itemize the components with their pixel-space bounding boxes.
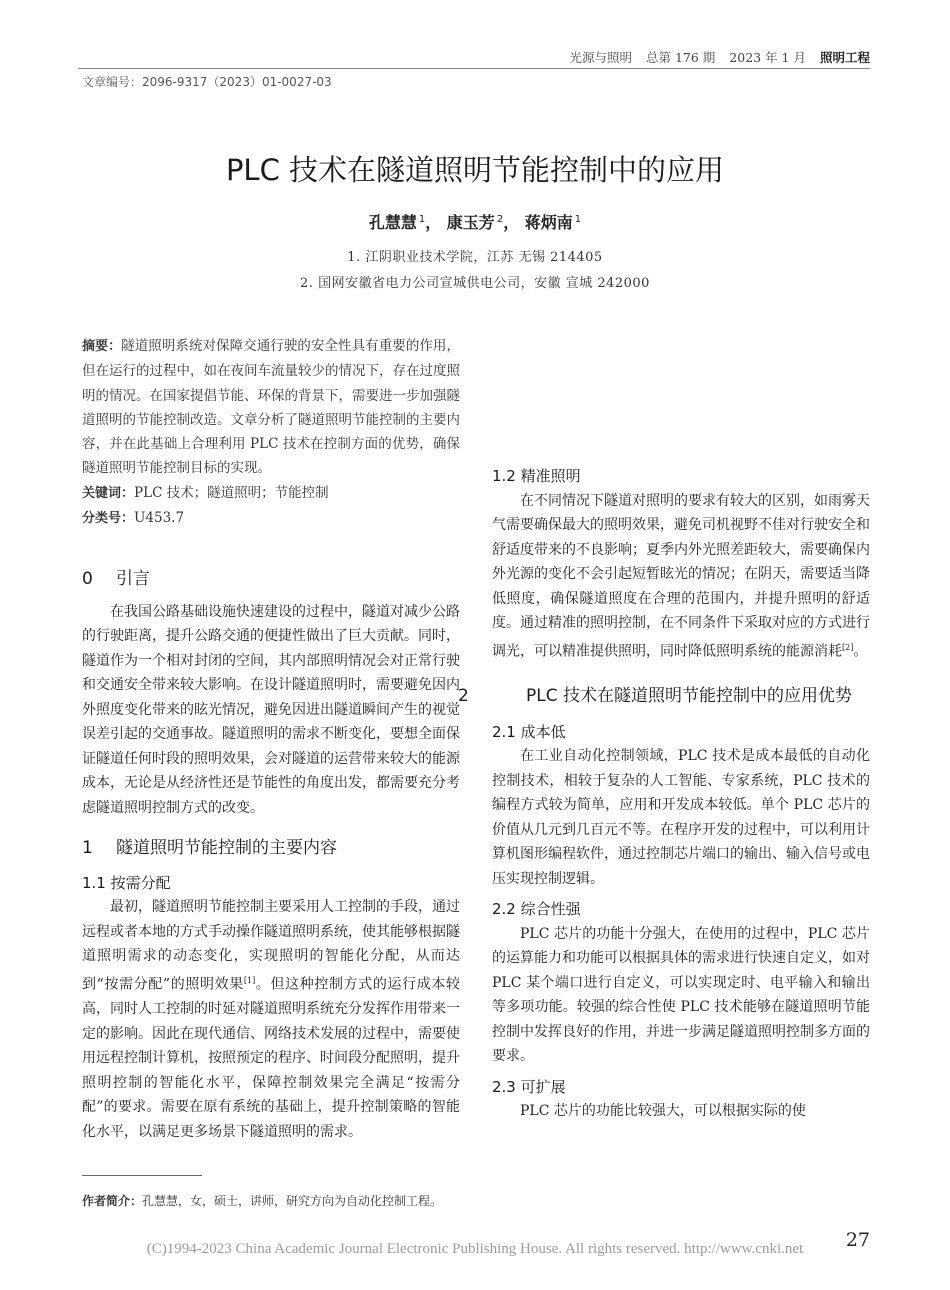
author-list	[0, 210, 950, 233]
affiliation-2: 2. 国网安徽省电力公司宣城供电公司，安徽 宣城 242000	[300, 276, 650, 291]
author-affil-mark: 1	[574, 213, 582, 225]
subsection-paragraph-2-2: PLC 芯片的功能十分强大，在使用的过程中，PLC 芯片的运算能力和功能可以根据具体的需求进行快速自定义，如对 PLC 某个端口进行自定义，可以实现定时、电平输入和输出等多项功能。较强的综合性使 PLC 技术能够在隧道照明节能控制中发挥良好的作用，并进一步满足隧道照明控制多方面的要求。	[492, 925, 870, 1065]
section-number: 0	[82, 569, 93, 590]
author-affil-mark: 2	[496, 213, 504, 225]
classification-text: U453.7	[134, 510, 185, 527]
footnote-label: 作者简介：	[82, 1194, 143, 1208]
paragraph-end: 。	[853, 643, 868, 660]
author-name: 蒋炳南	[524, 213, 573, 232]
subsection-heading-2-2: 2.2 综合性强	[492, 900, 581, 919]
journal-issue: 总第 176 期	[645, 50, 716, 65]
paragraph-text: 最初，隧道照明节能控制主要采用人工控制的手段，通过远程或者本地的方式手动操作隧道照明系统，使其能够根据隧道照明需求的动态变化，实现照明的智能化分配，从而达到“按需分配”的照明效果	[82, 899, 460, 993]
author-name: 孔慧慧	[368, 213, 417, 232]
section-title: PLC 技术在隧道照明节能控制中的应用优势	[526, 685, 852, 706]
section-heading-0	[82, 567, 460, 592]
section-number: 1	[82, 838, 93, 859]
section-heading-1	[82, 836, 460, 861]
page-number: 27	[845, 1229, 870, 1251]
subsection-heading-1-2: 1.2 精准照明	[492, 467, 581, 485]
abstract-label: 摘要：	[82, 339, 122, 354]
subsection-paragraph-1-1	[82, 895, 460, 1144]
abstract	[82, 334, 460, 481]
classification-label: 分类号：	[82, 511, 135, 527]
section-title: 引言	[116, 569, 150, 590]
header-divider	[78, 68, 870, 69]
author-bio-footnote	[82, 1192, 442, 1209]
journal-name: 光源与照明	[569, 50, 632, 65]
journal-date: 2023 年 1 月	[729, 50, 806, 65]
abstract-text: 隧道照明系统对保障交通行驶的安全性具有重要的作用，但在运行的过程中，如在夜间车流量较少的情况下，存在过度照明的情况。在国家提倡节能、环保的背景下，需要进一步加强隧道照明的节能控制改造。文章分析了隧道照明节能控制的主要内容，并在此基础上合理利用 PLC 技术在控制方面的优势，确保隧道照明节能控制目标的实现。	[82, 338, 460, 477]
section-heading-2	[458, 682, 870, 710]
section-name: 照明工程	[819, 50, 870, 65]
footnote-text: 孔慧慧，女，硕士，讲师，研究方向为自动化控制工程。	[142, 1194, 443, 1208]
author-name: 康玉芳	[446, 213, 495, 232]
classification	[82, 506, 460, 531]
left-column	[82, 334, 460, 1144]
paragraph-text-continued: 。但这种控制方式的运行成本较高，同时人工控制的时延对隧道照明系统充分发挥作用带来一定的影响。因此在现代通信、网络技术发展的过程中，需要使用远程控制计算机，按照预定的程序、时间段分配照明，提升照明控制的智能化水平，保障控制效果完全满足“按需分配”的要求。需要在原有系统的基础上，提升控制策略的智能化水平，以满足更多场景下隧道照明的需求。	[82, 976, 460, 1140]
footnote-divider	[82, 1175, 202, 1176]
section-number: 2	[458, 685, 469, 706]
subsection-paragraph-2-1: 在工业自动化控制领域，PLC 技术是成本最低的自动化控制技术，相较于复杂的人工智能、专家系统，PLC 技术的编程方式较为简单，应用和开发成本较低。单个 PLC 芯片的价值从几元到几百元不等。在程序开发的过程中，可以利用计算机图形编程软件，通过控制芯片端口的输出、输入信号或电压实现控制逻辑。	[492, 748, 870, 887]
paragraph-text: 在不同情况下隧道对照明的要求有较大的区别，如雨雾天气需要确保最大的照明效果，避免司机视野不佳对行驶安全和舒适度带来的不良影响；夏季内外光照差距较大，需要确保内外光源的变化不会引起短暂眩光的情况；在阴天，需要适当降低照度，确保隧道照度在合理的范围内，并提升照明的舒适度。通过精准的照明控制，在不同条件下采取对应的方式进行调光，可以精准提供照明，同时降低照明系统的能源消耗	[492, 492, 870, 660]
right-column	[458, 464, 870, 1124]
right-column-overflow	[492, 334, 870, 454]
article-number: 文章编号：2096-9317（2023）01-0027-03	[82, 75, 332, 89]
intro-paragraph: 在我国公路基础设施快速建设的过程中，隧道对减少公路的行驶距离，提升公路交通的便捷性做出了巨大贡献。同时，隧道作为一个相对封闭的空间，其内部照明情况会对正常行驶和交通安全带来较大影响。在设计隧道照明时，需要避免因内外照度变化带来的眩光情况，避免因进出隧道瞬间产生的视觉误差引起的交通事故。隧道照明的需求不断变化，要想全面保证隧道任何时段的照明效果，会对隧道的运营带来较大的能源成本，无论是从经济性还是节能性的角度出发，都需要充分考虑隧道照明控制方式的改变。	[82, 603, 460, 816]
paper-title: PLC 技术在隧道照明节能控制中的应用	[225, 153, 725, 187]
copyright-watermark: (C)1994-2023 China Academic Journal Electronic Publishing House. All rights reserved. http://www.cnki.net	[146, 1241, 804, 1257]
author-separator: ，	[425, 213, 442, 232]
keywords-label: 关键词：	[82, 485, 135, 501]
affiliation-1: 1. 江阴职业技术学院，江苏 无锡 214405	[347, 250, 603, 265]
keywords	[82, 481, 460, 506]
keywords-text: PLC 技术；隧道照明；节能控制	[134, 484, 329, 501]
subsection-paragraph-2-3: PLC 芯片的功能比较强大，可以根据实际的使	[520, 1103, 806, 1120]
author-affil-mark: 1	[418, 213, 426, 225]
citation-ref: [1]	[243, 975, 256, 985]
subsection-heading-2-1: 2.1 成本低	[492, 722, 566, 741]
running-header	[520, 48, 870, 66]
author-separator: ，	[503, 213, 520, 232]
subsection-heading-2-3: 2.3 可扩展	[492, 1077, 566, 1096]
citation-ref: [2]	[842, 642, 854, 652]
section-title: 隧道照明节能控制的主要内容	[116, 838, 337, 859]
subsection-heading-1-1: 1.1 按需分配	[82, 873, 171, 892]
subsection-paragraph-1-2	[492, 489, 870, 664]
